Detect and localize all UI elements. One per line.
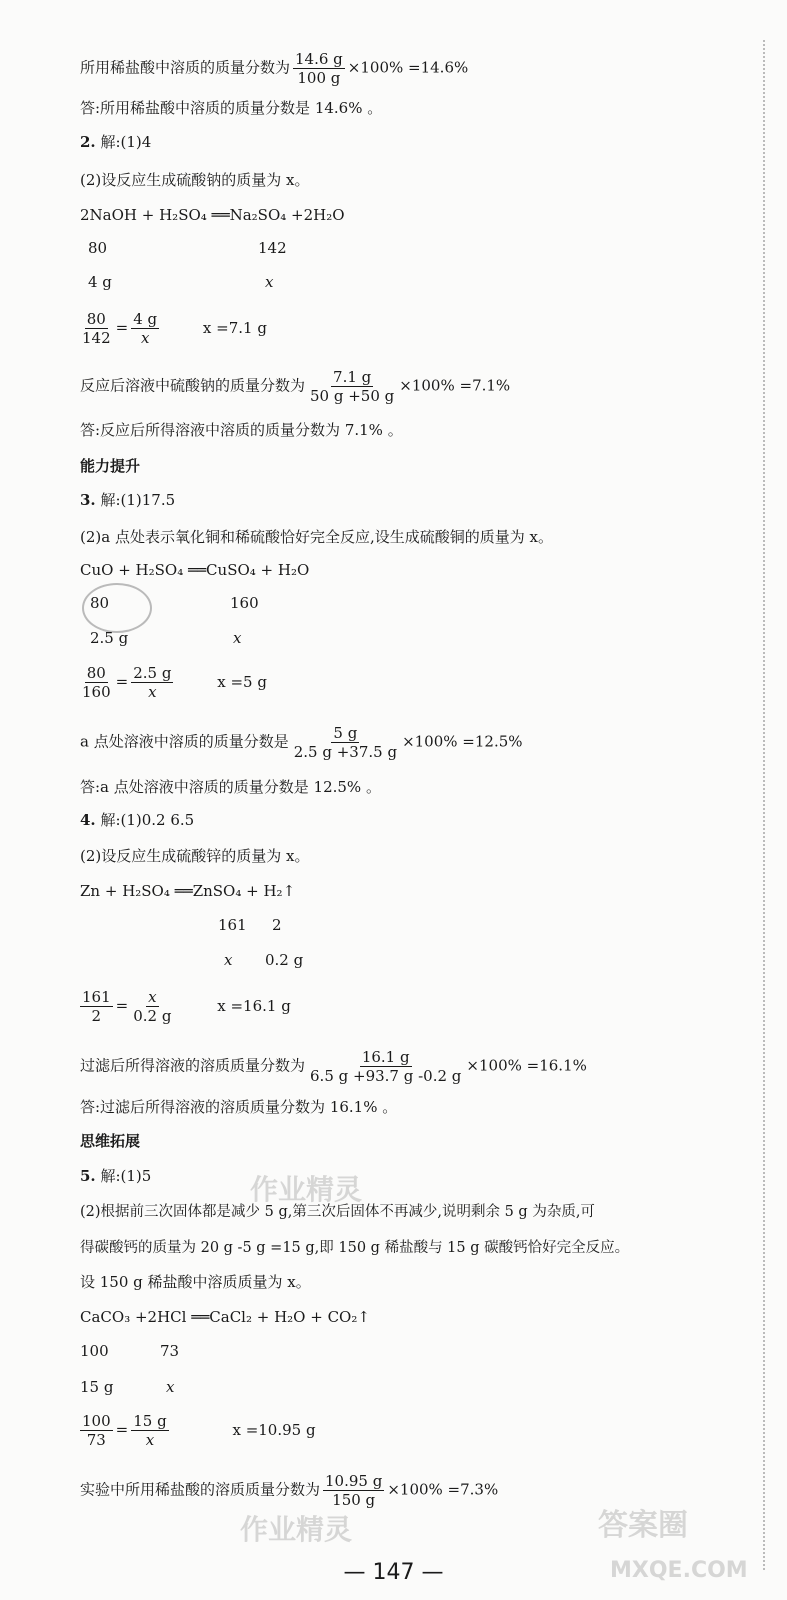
fraction [80, 664, 113, 701]
text: 实验中所用稀盐酸的溶质质量分数为 [80, 1480, 321, 1499]
q1-mass-fraction-line [80, 50, 468, 87]
fraction-den: x [145, 1431, 155, 1449]
text: 过滤后所得溶液的溶质质量分数为 [80, 1056, 306, 1075]
q2-answer: 答:反应后所得溶液中溶质的质量分数为 7.1% 。 [80, 421, 403, 439]
q3-answer: 答:a 点处溶液中溶质的质量分数是 12.5% 。 [80, 778, 381, 796]
q4-proportion: $\frac{161}{2}$ = $\frac{x}{0.2 g}$ x =16.1 g [82, 988, 291, 1025]
result: x =5 g [217, 672, 267, 691]
result: x =16.1 g [217, 996, 291, 1015]
q4-equation: Zn + H₂SO₄ ══ZnSO₄ + H₂↑ [80, 882, 296, 900]
fraction-num: 80 [86, 310, 106, 328]
q3-molar-mass-2: 160 [230, 594, 259, 612]
question-number: 2. [80, 133, 96, 151]
q5-equation: CaCO₃ +2HCl ══CaCl₂ + H₂O + CO₂↑ [80, 1308, 370, 1326]
text: ×100% =12.5% [402, 732, 523, 751]
q5-given-2: x [166, 1378, 175, 1396]
fraction [292, 724, 399, 761]
fraction-den: 2 [91, 1007, 102, 1025]
q4-molar-mass-1: 161 [218, 916, 247, 934]
page-number: — 147 — [343, 1560, 444, 1585]
fraction-num: 7.1 g [333, 368, 372, 386]
q2-mass-fraction-line [80, 368, 510, 405]
text: ×100% =16.1% [466, 1056, 587, 1075]
q3-given-1: 2.5 g [90, 629, 129, 647]
q1-answer: 答:所用稀盐酸中溶质的质量分数是 14.6% 。 [80, 99, 383, 117]
result: x =10.95 g [232, 1420, 316, 1439]
fraction-num: 4 g [133, 310, 158, 328]
q3-head [80, 490, 175, 510]
q2-step: (2)设反应生成硫酸钠的质量为 x。 [80, 171, 310, 189]
text: 解:(1)0.2 6.5 [95, 811, 195, 829]
text: ×100% =7.1% [399, 376, 511, 395]
fraction [308, 1048, 463, 1085]
q4-mass-fraction-line [80, 1048, 587, 1085]
q5-mass-fraction-line [80, 1472, 498, 1509]
fraction-den: 2.5 g +37.5 g [293, 743, 398, 761]
margin-dotted-line [763, 40, 765, 1570]
q3-molar-mass-1: 80 [90, 594, 110, 612]
q2-proportion: $\frac{80}{142}$ = $\frac{4 g}{x}$ x =7.1 g [82, 310, 267, 347]
fraction [308, 368, 396, 405]
text: 反应后溶液中硫酸钠的质量分数为 [80, 376, 306, 395]
fraction-den: 160 [82, 683, 111, 701]
q5-step-line1: (2)根据前三次固体都是减少 5 g,第三次后固体不再减少,说明剩余 5 g 为杂质,可 [80, 1204, 595, 1220]
fraction [323, 1472, 384, 1509]
fraction-den: 142 [82, 329, 111, 347]
fraction-den: 100 g [297, 69, 341, 87]
text: 解:(1)5 [95, 1167, 152, 1185]
fraction-den: 73 [86, 1431, 106, 1449]
fraction [293, 50, 345, 87]
q5-step-line2: 得碳酸钙的质量为 20 g -5 g =15 g,即 150 g 稀盐酸与 15 g 碳酸钙恰好完全反应。 [80, 1240, 630, 1256]
fraction-num: 14.6 g [295, 50, 343, 68]
fraction-den: x [148, 683, 157, 701]
q4-head [80, 810, 194, 830]
fraction [80, 988, 113, 1025]
q5-molar-mass-2: 73 [160, 1342, 180, 1360]
q3-proportion: $\frac{80}{160}$ = $\frac{2.5 g}{x}$ x =5 g [82, 664, 267, 701]
question-number: 5. [80, 1167, 96, 1185]
watermark-text: 作业精灵 [250, 1173, 363, 1206]
q5-proportion: $\frac{100}{73}$ = $\frac{15 g}{x}$ x =10.95 g [82, 1412, 316, 1449]
q4-molar-mass-2: 2 [272, 916, 282, 934]
fraction-num: x [148, 988, 157, 1006]
q2-molar-mass-2: 142 [258, 239, 287, 257]
q4-given-2: 0.2 g [265, 951, 304, 969]
fraction [80, 310, 113, 347]
fraction [131, 310, 159, 347]
text: 解:(1)17.5 [95, 491, 176, 509]
fraction-num: 5 g [333, 724, 358, 742]
q3-mass-fraction-line [80, 724, 523, 761]
fraction [131, 988, 173, 1025]
q2-given-1: 4 g [88, 273, 112, 291]
q4-answer: 答:过滤后所得溶液的溶质质量分数为 16.1% 。 [80, 1098, 398, 1116]
text: ×100% =7.3% [387, 1480, 499, 1499]
q3-equation: CuO + H₂SO₄ ══CuSO₄ + H₂O [80, 561, 310, 579]
question-number: 3. [80, 491, 96, 509]
q4-step: (2)设反应生成硫酸锌的质量为 x。 [80, 847, 310, 865]
fraction-num: 2.5 g [133, 664, 172, 682]
text: 解:(1)4 [95, 133, 152, 151]
watermark-site: MXQE.COM [610, 1558, 748, 1583]
question-number: 4. [80, 811, 96, 829]
fraction [80, 1412, 113, 1449]
q5-step-line3: 设 150 g 稀盐酸中溶质质量为 x。 [80, 1273, 311, 1291]
q4-given-1: x [224, 951, 233, 969]
fraction [131, 664, 173, 701]
watermark-text: 作业精灵 [240, 1513, 353, 1546]
text: ×100% =14.6% [347, 58, 469, 77]
result: x =7.1 g [202, 318, 267, 337]
q5-head [80, 1166, 151, 1186]
q5-given-1: 15 g [80, 1378, 114, 1396]
fraction-den: 0.2 g [133, 1007, 172, 1025]
fraction-num: 100 [82, 1412, 111, 1430]
q2-head [80, 132, 151, 152]
fraction-num: 16.1 g [361, 1048, 410, 1066]
fraction-den: 150 g [332, 1491, 376, 1509]
fraction [131, 1412, 168, 1449]
q5-molar-mass-1: 100 [80, 1342, 109, 1360]
q2-given-2: x [265, 273, 274, 291]
section-title-ability: 能力提升 [80, 457, 141, 475]
q2-equation: 2NaOH + H₂SO₄ ══Na₂SO₄ +2H₂O [80, 206, 345, 224]
q2-molar-mass-1: 80 [88, 239, 108, 257]
fraction-num: 10.95 g [325, 1472, 383, 1490]
text: a 点处溶液中溶质的质量分数是 [80, 732, 289, 751]
fraction-den: 50 g +50 g [310, 387, 395, 405]
q3-given-2: x [233, 629, 242, 647]
watermark-logo: 答案圈 [598, 1508, 688, 1543]
section-title-extension: 思维拓展 [80, 1132, 141, 1150]
text: 所用稀盐酸中溶质的质量分数为 [80, 58, 291, 77]
q3-step: (2)a 点处表示氧化铜和稀硫酸恰好完全反应,设生成硫酸铜的质量为 x。 [80, 528, 553, 546]
fraction-num: 161 [82, 988, 111, 1006]
fraction-den: 6.5 g +93.7 g -0.2 g [310, 1067, 462, 1085]
fraction-den: x [140, 329, 150, 347]
fraction-num: 15 g [133, 1412, 167, 1430]
fraction-num: 80 [86, 664, 106, 682]
